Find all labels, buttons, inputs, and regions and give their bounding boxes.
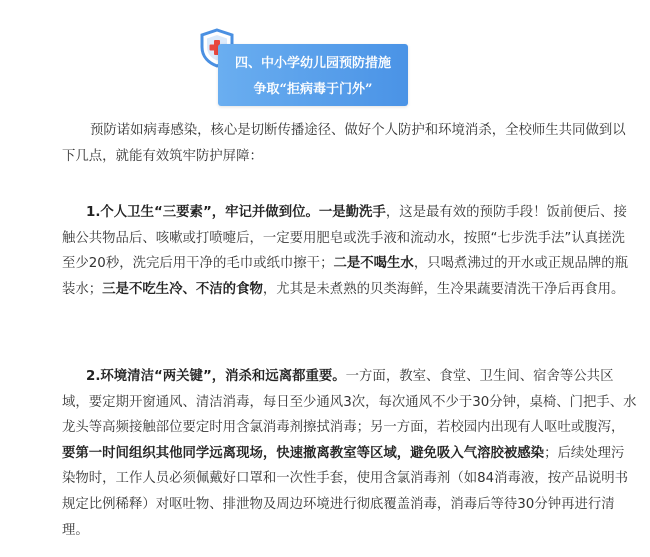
personal-hygiene-paragraph xyxy=(62,200,637,302)
section-title-banner xyxy=(218,44,408,106)
ventilation-text: 一方面，教室、食堂、卫生间、宿舍等公共区域，要定期开窗通风、清洁消毒，每日至少通风3次，每次通风不少于30分钟，桌椅、门把手、水龙头等高频接触部位要定时用含氯消毒剂擦拭消毒；另一方面，若校园内出现有人呕吐或腹泻， xyxy=(62,369,637,436)
evacuation-instruction: 要第一时间组织其他同学远离现场，快速撤离教室等区域，避免吸入气溶胶被感染 xyxy=(62,445,545,461)
point-no-raw-water: 二是不喝生水 xyxy=(333,256,414,272)
banner-title: 四、中小学幼儿园预防措施 xyxy=(234,56,391,71)
point-wash-hands: 一是勤洗手 xyxy=(318,205,386,220)
raw-food-text: ，尤其是未煮熟的贝类海鲜，生冷果蔬要清洗干净后再食用。 xyxy=(262,281,625,297)
wash-hands-text: ，这是最有效的预防手段！饭前便后、接触公共物品后、咳嗽或打喷嚏后，一定要用肥皂或洗手液和流动水，按照“七步洗手法”认真搓洗至少20秒，洗完后用干净的毛巾或纸巾擦干； xyxy=(62,205,627,272)
section2-heading: 2.环境清洁“两关键”，消杀和远离都重要。 xyxy=(86,369,346,384)
raw-water-text: ，只喝煮沸过的开水或正规品牌的瓶装水； xyxy=(62,256,629,297)
banner-subtitle: 争取“拒病毒于门外” xyxy=(253,82,373,97)
intro-paragraph: 预防诺如病毒感染，核心是切断传播途径、做好个人防护和环境消杀，全校师生共同做到以下几点，就能有效筑牢防护屏障： xyxy=(62,123,626,164)
environment-cleaning-paragraph xyxy=(62,364,637,543)
section1-heading: 1.个人卫生“三要素”，牢记并做到位。 xyxy=(86,205,319,220)
point-no-raw-food: 三是不吃生冷、不洁的食物 xyxy=(102,281,263,297)
disinfection-text: ；后续处理污染物时，工作人员必须佩戴好口罩和一次性手套，使用含氯消毒剂（如84消毒液，按产品说明书规定比例稀释）对呕吐物、排泄物及周边环境进行彻底覆盖消毒，消毒后等待30分钟再进行清理。 xyxy=(62,445,629,538)
